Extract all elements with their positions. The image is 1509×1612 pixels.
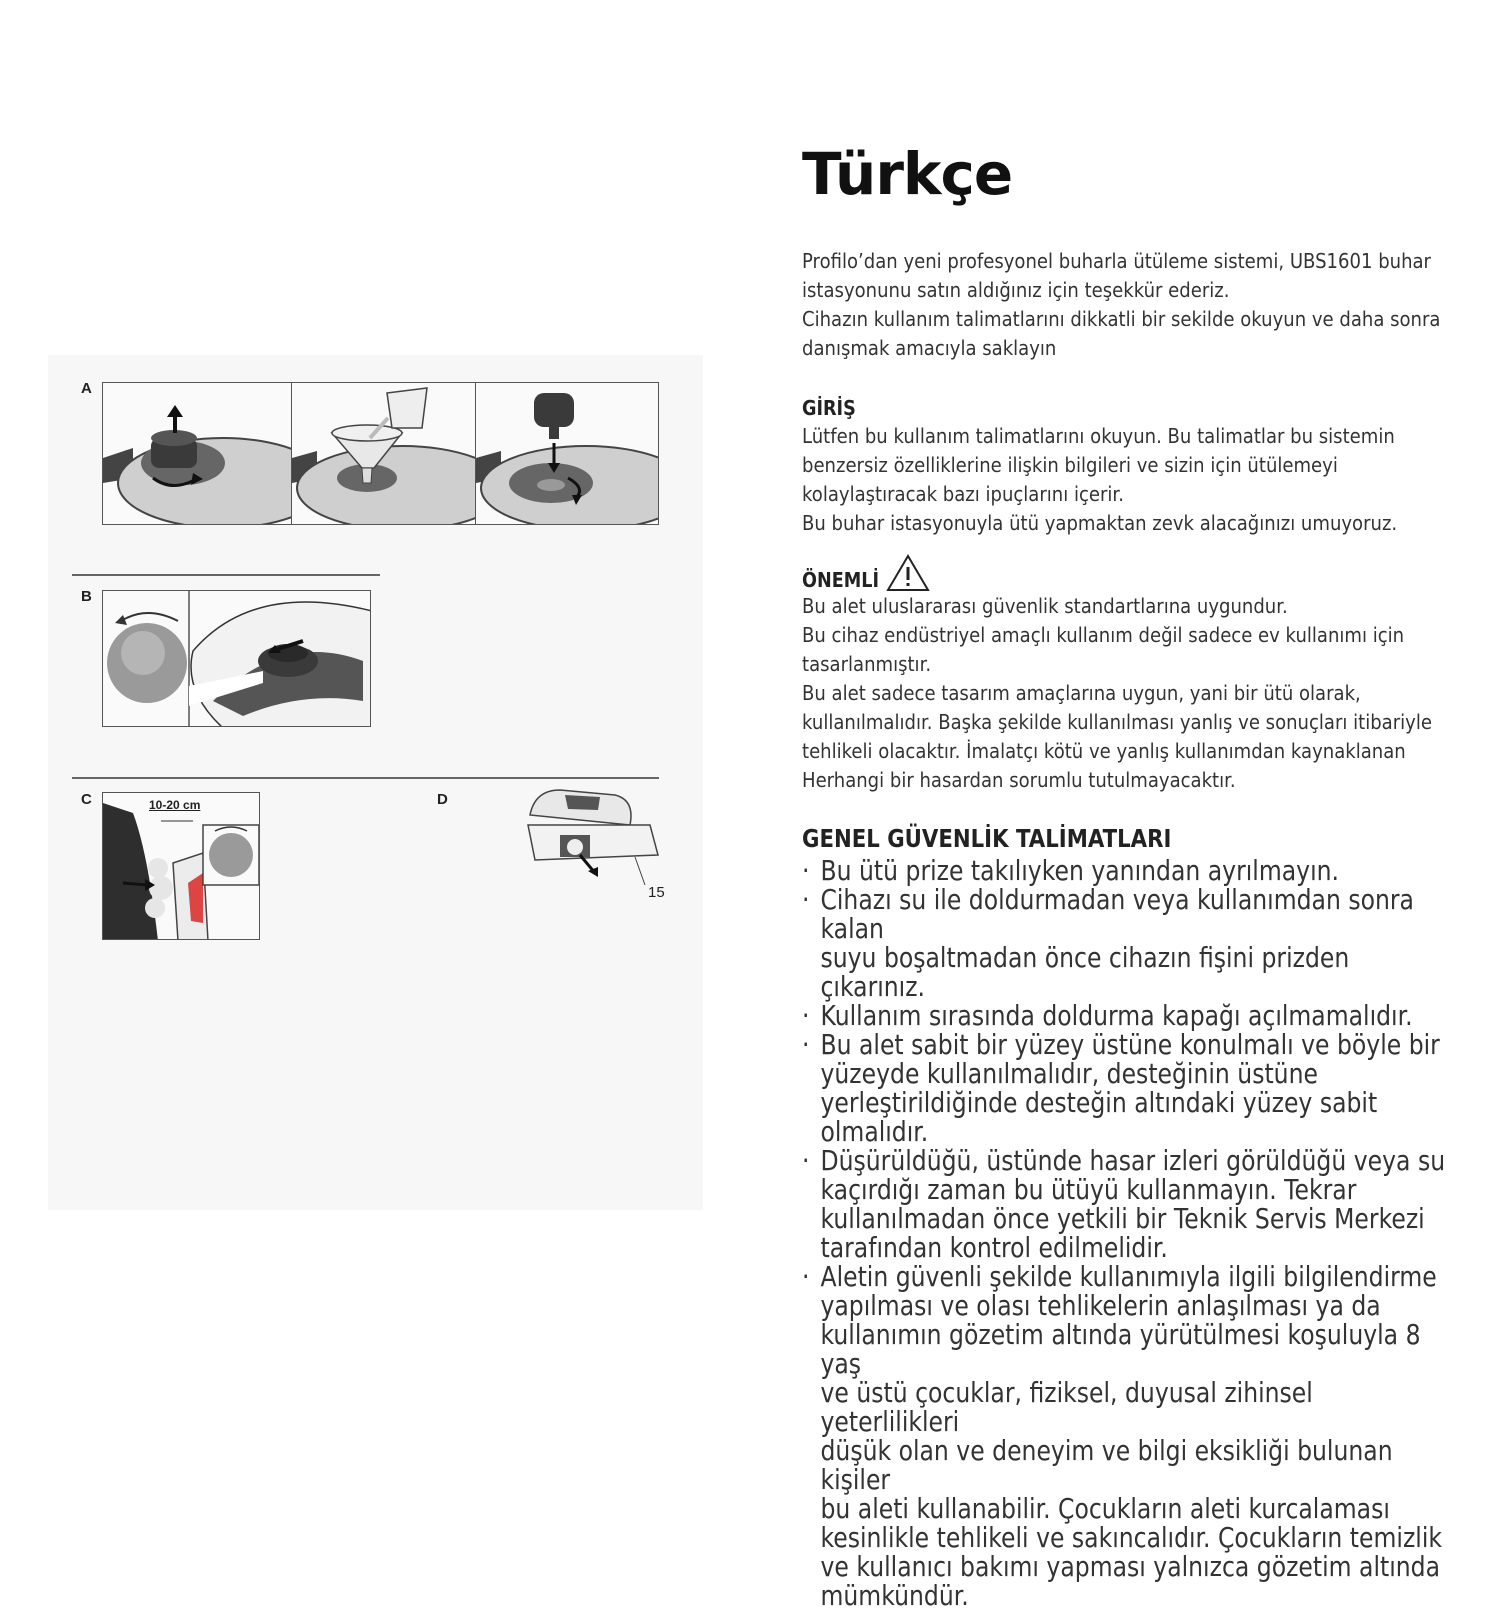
genel-section bbox=[802, 822, 1452, 1610]
list-item-line: tarafından kontrol edilmelidir. bbox=[820, 1231, 1168, 1264]
figure-c-panel bbox=[102, 792, 260, 940]
figure-b-panel bbox=[102, 590, 371, 727]
bullet-dot: · bbox=[802, 1144, 810, 1177]
onemli-line: Bu alet sadece tasarım amaçlarına uygun, yani bir ütü olarak, bbox=[802, 681, 1361, 705]
list-item-line: kaçırdığı zaman bu ütüyü kullanmayın. Tekrar bbox=[820, 1173, 1357, 1206]
giris-heading: GİRİŞ bbox=[802, 396, 856, 420]
figure-b-label: B bbox=[81, 588, 92, 605]
list-item-line: ve kullanıcı bakımı yapması yalnızca gözetim altında bbox=[820, 1550, 1440, 1583]
list-item bbox=[802, 1030, 1449, 1146]
bullet-dot: · bbox=[802, 854, 810, 887]
list-item-line: kullanımın gözetim altında yürütülmesi koşuluyla 8 yaş bbox=[820, 1318, 1421, 1380]
onemli-line: tehlikeli olacaktır. İmalatçı kötü ve yanlış kullanımdan kaynaklanan bbox=[802, 739, 1406, 763]
onemli-line: kullanılmalıdır. Başka şekilde kullanılması yanlış ve sonuçları itibariyle bbox=[802, 710, 1432, 734]
list-item bbox=[802, 1262, 1449, 1610]
figure-cd-divider bbox=[72, 777, 659, 779]
giris-line: Bu buhar istasyonuyla ütü yapmaktan zevk alacağınızı umuyoruz. bbox=[802, 511, 1398, 535]
cap-screw-illustration bbox=[476, 383, 659, 525]
onemli-heading: ÖNEMLİ bbox=[802, 568, 879, 592]
figure-a-panel-3 bbox=[475, 382, 659, 525]
valve-rotate-illustration bbox=[103, 591, 371, 727]
safety-list bbox=[802, 856, 1449, 1610]
intro-line: Cihazın kullanım talimatlarını dikkatli bir sekilde okuyun ve daha sonra bbox=[802, 307, 1441, 331]
list-item-line: kullanılmadan önce yetkili bir Teknik Servis Merkezi bbox=[820, 1202, 1425, 1235]
list-item-line: yerleştirildiğinde desteğin altındaki yüzey sabit olmalıdır. bbox=[820, 1086, 1378, 1148]
intro-line: Profilo’dan yeni profesyonel buharla ütüleme sistemi, UBS1601 buhar bbox=[802, 249, 1431, 273]
onemli-section bbox=[802, 554, 1452, 795]
figure-c-label: C bbox=[81, 791, 92, 808]
list-item-line: Kullanım sırasında doldurma kapağı açılmamalıdır. bbox=[820, 999, 1413, 1032]
funnel-fill-illustration bbox=[292, 383, 476, 525]
bullet-dot: · bbox=[802, 999, 810, 1032]
list-item bbox=[802, 856, 1449, 885]
list-item-line: Aletin güvenli şekilde kullanımıyla ilgili bilgilendirme bbox=[820, 1260, 1437, 1293]
bullet-dot: · bbox=[802, 1028, 810, 1061]
list-item-line: yüzeyde kullanılmalıdır, desteğinin üstüne bbox=[820, 1057, 1318, 1090]
onemli-line: Herhangi bir hasardan sorumlu tutulmayacaktır. bbox=[802, 768, 1236, 792]
figure-d-panel bbox=[520, 785, 665, 901]
intro-paragraph bbox=[802, 247, 1452, 363]
figure-a-panel-1 bbox=[102, 382, 292, 525]
bullet-dot: · bbox=[802, 883, 810, 916]
list-item-line: suyu boşaltmadan önce cihazın fişini prizden çıkarınız. bbox=[820, 941, 1350, 1003]
intro-line: danışmak amacıyla saklayın bbox=[802, 336, 1057, 360]
list-item-line: Cihazı su ile doldurmadan veya kullanımdan sonra kalan bbox=[820, 883, 1414, 945]
distance-label: 10-20 cm bbox=[149, 798, 201, 812]
giris-line: kolaylaştıracak bazı ipuçlarını içerir. bbox=[802, 482, 1124, 506]
list-item-line: Bu alet sabit bir yüzey üstüne konulmalı ve böyle bir bbox=[820, 1028, 1440, 1061]
list-item-line: düşük olan ve deneyim ve bilgi eksikliği bulunan kişiler bbox=[820, 1434, 1393, 1496]
giris-line: benzersiz özelliklerine ilişkin bilgileri ve sizin için ütülemeyi bbox=[802, 453, 1338, 477]
figure-d-label: D bbox=[437, 791, 448, 808]
figure-a-panel-2 bbox=[291, 382, 476, 525]
list-item bbox=[802, 1001, 1449, 1030]
onemli-line: Bu cihaz endüstriyel amaçlı kullanım değil sadece ev kullanımı için bbox=[802, 623, 1405, 647]
list-item bbox=[802, 885, 1449, 1001]
bullet-dot: · bbox=[802, 1260, 810, 1293]
giris-section bbox=[802, 394, 1452, 538]
page-title: Türkçe bbox=[802, 140, 1013, 208]
intro-line: istasyonunu satın aldığınız için teşekkür ederiz. bbox=[802, 278, 1230, 302]
list-item-line: ve üstü çocuklar, fiziksel, duyusal zihinsel yeterlilikleri bbox=[820, 1376, 1313, 1438]
figure-a-label: A bbox=[81, 380, 92, 397]
list-item-line: mümkündür. bbox=[820, 1579, 969, 1612]
onemli-line: Bu alet uluslararası güvenlik standartlarına uygundur. bbox=[802, 594, 1288, 618]
list-item-line: kesinlikle tehlikeli ve sakıncalıdır. Çocukların temizlik bbox=[820, 1521, 1442, 1554]
giris-line: Lütfen bu kullanım talimatlarını okuyun. Bu talimatlar bu sistemin bbox=[802, 424, 1395, 448]
figure-b-divider bbox=[72, 574, 380, 576]
list-item-line: bu aleti kullanabilir. Çocukların aleti kurcalaması bbox=[820, 1492, 1390, 1525]
warning-triangle-icon bbox=[886, 554, 930, 592]
onemli-line: tasarlanmıştır. bbox=[802, 652, 932, 676]
list-item-line: yapılması ve olası tehlikelerin anlaşılması ya da bbox=[820, 1289, 1381, 1322]
steam-station-illustration bbox=[520, 785, 665, 885]
list-item-line: Düşürüldüğü, üstünde hasar izleri görüldüğü veya su bbox=[820, 1144, 1446, 1177]
cap-unscrew-illustration bbox=[103, 383, 292, 525]
vertical-steam-illustration bbox=[103, 793, 260, 940]
list-item bbox=[802, 1146, 1449, 1262]
callout-number: 15 bbox=[648, 884, 665, 901]
genel-heading: GENEL GÜVENLİK TALİMATLARI bbox=[802, 824, 1172, 853]
list-item-line: Bu ütü prize takılıyken yanından ayrılmayın. bbox=[820, 854, 1339, 887]
